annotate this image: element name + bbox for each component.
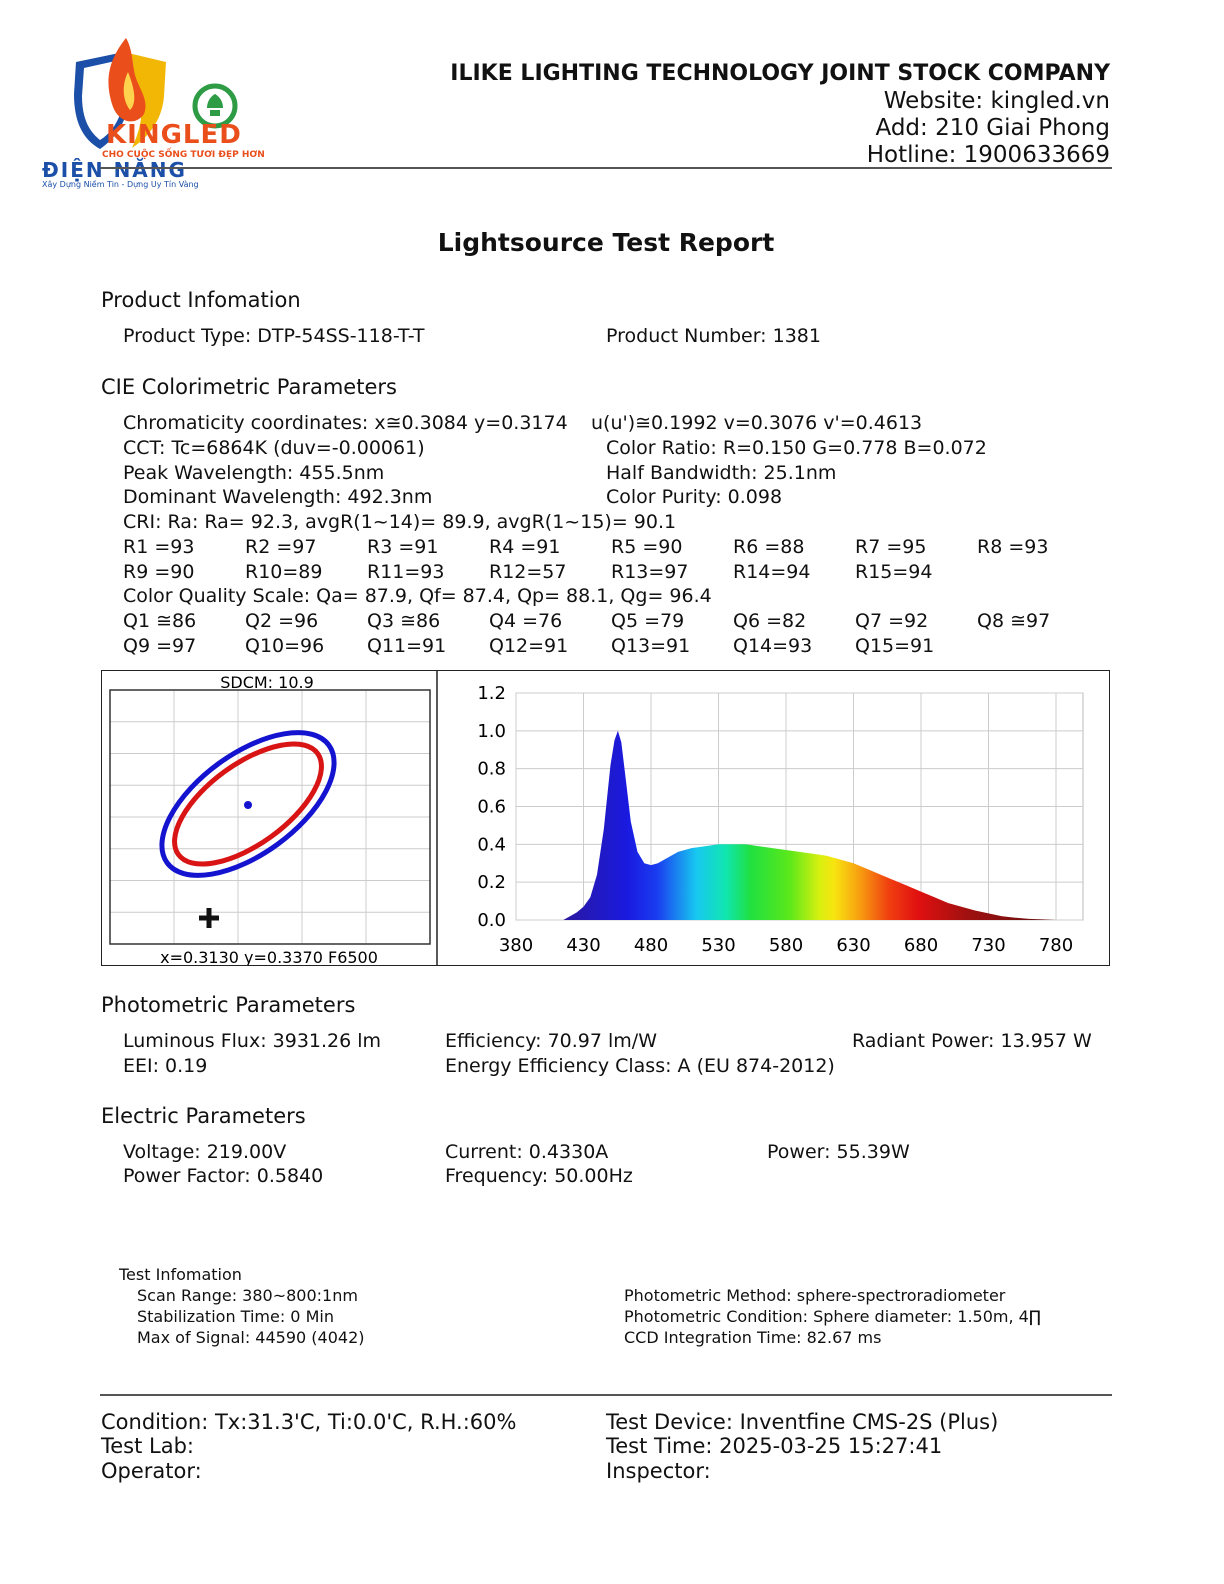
dominant-wavelength: Dominant Wavelength: 492.3nm: [123, 486, 433, 508]
logo-slogan: CHO CUỘC SỐNG TƯƠI ĐẸP HƠN: [102, 150, 265, 160]
y-tick-label: 1.2: [477, 683, 506, 704]
company-website: Website: kingled.vn: [883, 88, 1110, 114]
max-signal: Max of Signal: 44590 (4042): [137, 1328, 365, 1347]
cri-r-value: R6 =88: [733, 536, 805, 558]
cqs-q-value: Q1 ≅86: [123, 610, 197, 632]
peak-wavelength: Peak Wavelength: 455.5nm: [123, 462, 385, 484]
photometric-heading: Photometric Parameters: [101, 993, 356, 1017]
company-address: Add: 210 Giai Phong: [875, 115, 1110, 141]
cri-r-value: R5 =90: [611, 536, 683, 558]
chromaticity-coordinates: Chromaticity coordinates: x≅0.3084 y=0.3174: [123, 412, 568, 434]
company-logo: [40, 34, 265, 194]
electric-heading: Electric Parameters: [101, 1104, 306, 1128]
cqs-q-value: Q5 =79: [611, 610, 685, 632]
cri-r-value: R3 =91: [367, 536, 439, 558]
y-tick-label: 0.0: [477, 910, 506, 931]
x-tick-label: 480: [633, 935, 669, 956]
power-factor: Power Factor: 0.5840: [123, 1165, 324, 1187]
x-tick-label: 730: [971, 935, 1006, 956]
cri-r-value: R9 =90: [123, 561, 195, 583]
luminous-flux: Luminous Flux: 3931.26 lm: [123, 1030, 382, 1052]
y-tick-label: 0.4: [477, 834, 506, 856]
cct-value: CCT: Tc=6864K (duv=-0.00061): [123, 437, 425, 459]
cqs-q-value: Q2 =96: [245, 610, 319, 632]
cri-r-value: R15=94: [855, 561, 933, 583]
cri-r-value: R8 =93: [977, 536, 1049, 558]
logo-text-dien-nang: ĐIỆN NĂNG: [42, 158, 187, 182]
half-bandwidth: Half Bandwidth: 25.1nm: [606, 462, 837, 484]
company-name: ILIKE LIGHTING TECHNOLOGY JOINT STOCK COMPANY: [450, 61, 1110, 86]
y-tick-label: 1.0: [477, 720, 506, 742]
color-ratio: Color Ratio: R=0.150 G=0.778 B=0.072: [606, 437, 987, 459]
cie-heading: CIE Colorimetric Parameters: [101, 375, 397, 399]
y-tick-label: 0.6: [477, 796, 506, 818]
sdcm-label: SDCM: 10.9: [220, 673, 314, 692]
scan-range: Scan Range: 380~800:1nm: [137, 1286, 358, 1305]
energy-class: Energy Efficiency Class: A (EU 874-2012): [445, 1055, 835, 1077]
x-tick-label: 380: [498, 935, 534, 956]
product-type: Product Type: DTP-54SS-118-T-T: [123, 325, 425, 347]
photometric-condition: Photometric Condition: Sphere diameter: 1.50m, 4∏: [624, 1307, 1041, 1326]
cri-r-value: R13=97: [611, 561, 689, 583]
header-divider: [100, 167, 1112, 169]
eei: EEI: 0.19: [123, 1055, 208, 1077]
x-tick-label: 630: [836, 935, 871, 956]
stabilization-time: Stabilization Time: 0 Min: [137, 1307, 334, 1326]
cri-r-value: R2 =97: [245, 536, 317, 558]
chart-svg: [102, 671, 1109, 965]
test-time: Test Time: 2025-03-25 15:27:41: [606, 1434, 943, 1458]
cqs-q-value: Q12=91: [489, 635, 569, 657]
frequency: Frequency: 50.00Hz: [445, 1165, 633, 1187]
chart-panel: [101, 670, 1110, 966]
cqs-q-value: Q10=96: [245, 635, 325, 657]
cri-summary: CRI: Ra: Ra= 92.3, avgR(1~14)= 89.9, avgR(1~15)= 90.1: [123, 511, 677, 533]
cqs-q-value: Q13=91: [611, 635, 691, 657]
cqs-summary: Color Quality Scale: Qa= 87.9, Qf= 87.4, Qp= 88.1, Qg= 96.4: [123, 585, 712, 607]
power: Power: 55.39W: [767, 1141, 910, 1163]
cri-r-value: R7 =95: [855, 536, 927, 558]
cqs-q-value: Q9 =97: [123, 635, 197, 657]
logo-text-kingled: KINGLED: [106, 120, 242, 150]
cqs-q-value: Q3 ≅86: [367, 610, 441, 632]
footer-divider: [100, 1394, 1112, 1396]
measured-point: [244, 801, 252, 809]
cri-r-value: R12=57: [489, 561, 567, 583]
photometric-method: Photometric Method: sphere-spectroradiometer: [624, 1286, 1006, 1305]
x-tick-label: 430: [566, 935, 601, 956]
test-condition: Condition: Tx:31.3'C, Ti:0.0'C, R.H.:60%: [101, 1410, 517, 1434]
uv-coordinates: u(u')≅0.1992 v=0.3076 v'=0.4613: [591, 412, 923, 434]
sdcm-grid: [110, 690, 430, 944]
test-device: Test Device: Inventfine CMS-2S (Plus): [606, 1410, 999, 1434]
cri-r-value: R10=89: [245, 561, 323, 583]
cri-r-value: R1 =93: [123, 536, 195, 558]
color-purity: Color Purity: 0.098: [606, 486, 783, 508]
sdcm-reference: x=0.3130 y=0.3370 F6500: [160, 948, 378, 965]
x-tick-label: 530: [701, 935, 736, 956]
inspector: Inspector:: [606, 1459, 711, 1483]
cqs-q-value: Q8 ≅97: [977, 610, 1051, 632]
x-tick-label: 780: [1038, 935, 1074, 956]
x-tick-label: 580: [768, 935, 804, 956]
product-number: Product Number: 1381: [606, 325, 821, 347]
cri-r-value: R4 =91: [489, 536, 561, 558]
voltage: Voltage: 219.00V: [123, 1141, 287, 1163]
efficiency: Efficiency: 70.97 lm/W: [445, 1030, 657, 1052]
cqs-q-value: Q11=91: [367, 635, 447, 657]
ccd-integration-time: CCD Integration Time: 82.67 ms: [624, 1328, 882, 1347]
test-info-heading: Test Infomation: [119, 1265, 242, 1284]
x-tick-label: 680: [903, 935, 939, 956]
y-tick-label: 0.8: [477, 758, 506, 780]
test-lab: Test Lab:: [101, 1434, 195, 1458]
radiant-power: Radiant Power: 13.957 W: [852, 1030, 1092, 1052]
current: Current: 0.4330A: [445, 1141, 609, 1163]
cqs-q-value: Q6 =82: [733, 610, 807, 632]
product-heading: Product Infomation: [101, 288, 301, 312]
reference-cross-icon: [199, 908, 219, 928]
cri-r-value: R14=94: [733, 561, 811, 583]
cri-r-value: R11=93: [367, 561, 445, 583]
company-hotline: Hotline: 1900633669: [866, 142, 1110, 168]
cqs-q-value: Q15=91: [855, 635, 935, 657]
cqs-q-value: Q14=93: [733, 635, 813, 657]
operator: Operator:: [101, 1459, 202, 1483]
logo-tagline: Xây Dựng Niềm Tin - Dựng Uy Tín Vàng: [42, 180, 199, 189]
cqs-q-value: Q7 =92: [855, 610, 929, 632]
spectrum-area: [563, 731, 1056, 920]
cqs-q-value: Q4 =76: [489, 610, 563, 632]
y-tick-label: 0.2: [477, 872, 506, 894]
report-title: Lightsource Test Report: [437, 228, 775, 257]
